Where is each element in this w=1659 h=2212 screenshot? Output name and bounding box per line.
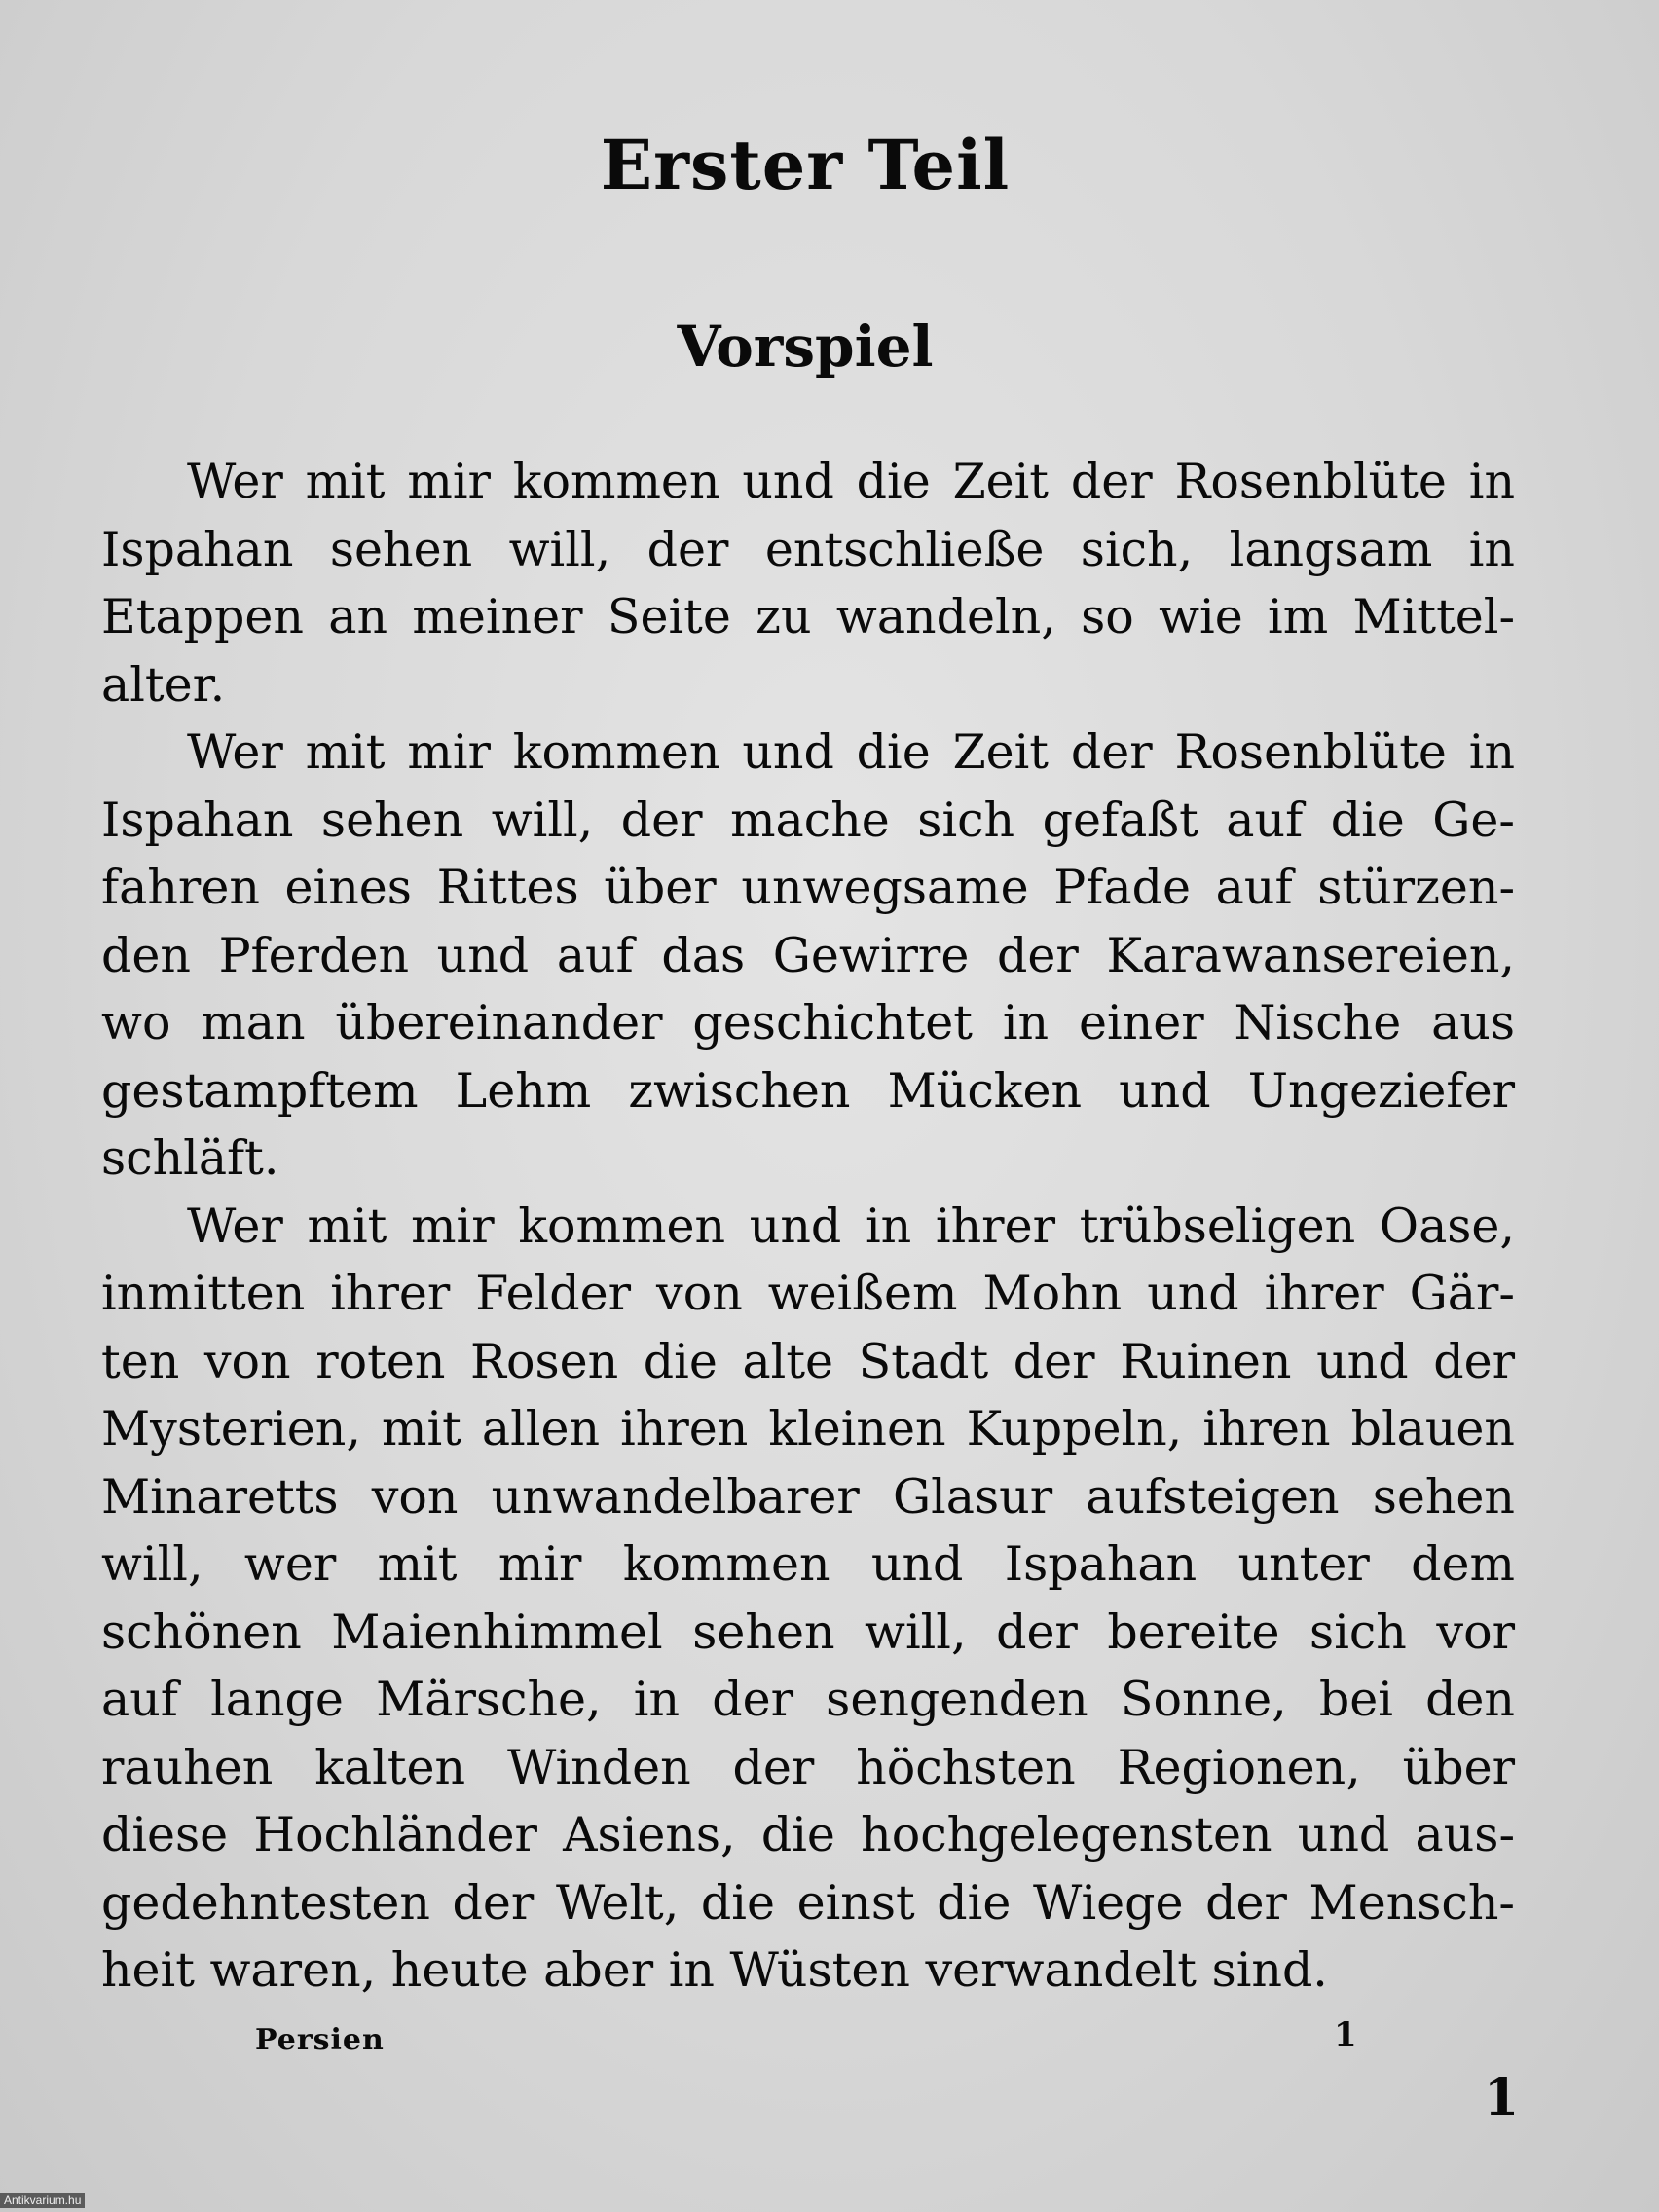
page-number: 1 [1484, 2068, 1520, 2127]
watermark: Antikvarium.hu [0, 2193, 85, 2208]
text-line: Etappen an meiner Seite zu wandeln, so wie im Mittel- [101, 589, 1515, 645]
text-line: Ispahan sehen will, der entschließe sich, langsam in [101, 521, 1515, 577]
text-line: Wer mit mir kommen und in ihrer trübseligen Oase, [187, 1198, 1515, 1254]
text-line: rauhen kalten Winden der höchsten Regionen, über [101, 1739, 1515, 1795]
text-line: Ispahan sehen will, der mache sich gefaßt auf die Ge- [101, 792, 1515, 848]
text-line: diese Hochländer Asiens, die hochgelegensten und aus- [101, 1807, 1515, 1862]
section-title: Vorspiel [677, 313, 934, 380]
text-line: ten von roten Rosen die alte Stadt der Ruinen und der [101, 1333, 1515, 1389]
text-line: auf lange Märsche, in der sengenden Sonne, bei den [101, 1672, 1515, 1727]
show-through-text [97, 0, 1577, 448]
text-line: will, wer mit mir kommen und Ispahan unter dem [101, 1536, 1515, 1592]
text-line: gedehntesten der Welt, die einst die Wiege der Mensch- [101, 1874, 1515, 1931]
signature-number: 1 [1334, 2015, 1357, 2054]
signature-label: Persien [255, 2023, 385, 2057]
text-line: heit waren, heute aber in Wüsten verwandelt sind. [101, 1942, 1328, 1998]
text-line: schläft. [101, 1130, 279, 1186]
text-line: Wer mit mir kommen und die Zeit der Rosenblüte in [187, 724, 1515, 780]
text-line: inmitten ihrer Felder von weißem Mohn und ihrer Gär- [101, 1266, 1515, 1321]
text-line: Wer mit mir kommen und die Zeit der Rosenblüte in [187, 454, 1515, 509]
body-text [101, 448, 1515, 2005]
text-line: Minaretts von unwandelbarer Glasur aufsteigen sehen [101, 1468, 1515, 1525]
text-line: den Pferden und auf das Gewirre der Karawansereien, [101, 927, 1515, 983]
part-title: Erster Teil [600, 125, 1011, 205]
text-line: alter. [101, 656, 226, 713]
text-line: gestampftem Lehm zwischen Mücken und Ungeziefer [101, 1062, 1515, 1119]
text-line: schönen Maienhimmel sehen will, der bereite sich vor [101, 1604, 1515, 1660]
text-line: fahren eines Rittes über unwegsame Pfade auf stürzen- [101, 860, 1515, 915]
text-line: Mysterien, mit allen ihren kleinen Kuppeln, ihren blauen [101, 1401, 1515, 1456]
text-line: wo man übereinander geschichtet in einer Nische aus [101, 995, 1515, 1051]
